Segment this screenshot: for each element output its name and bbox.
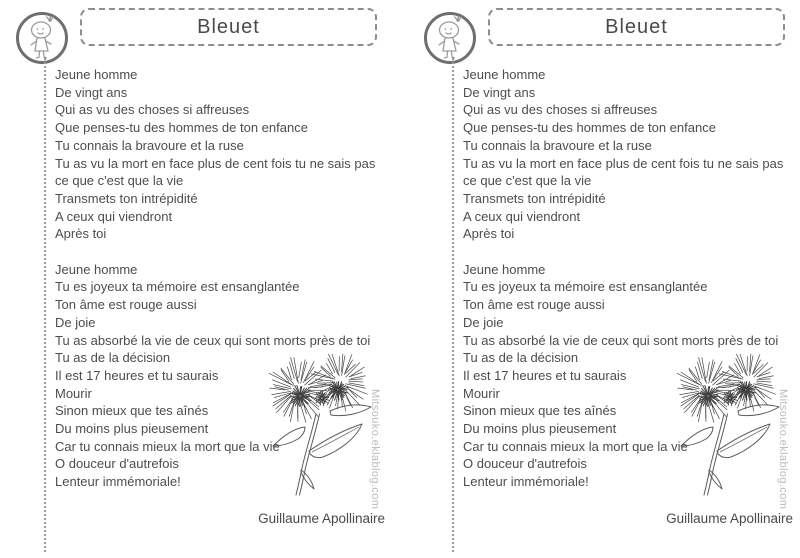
- poem-line: ce que c'est que la vie: [463, 173, 592, 189]
- poem-line: Qui as vu des choses si affreuses: [463, 102, 658, 118]
- poem-line: Ton âme est rouge aussi: [463, 297, 605, 313]
- poem-line: De joie: [55, 314, 96, 330]
- poem-text: [463, 66, 783, 491]
- poem-line: ce que c'est que la vie: [55, 173, 184, 189]
- left-dotted-rule: [44, 58, 46, 552]
- stanza: [463, 66, 783, 243]
- poem-line: Tu as de la décision: [463, 350, 579, 366]
- poem-line: Du moins plus pieusement: [55, 421, 209, 437]
- poem-line: Tu as vu la mort en face plus de cent fois tu ne sais pas: [55, 155, 376, 171]
- stanza: [55, 261, 375, 491]
- poem-line: A ceux qui viendront: [463, 208, 581, 224]
- poem-line: Car tu connais mieux la mort que la vie: [463, 438, 688, 454]
- poem-title: Bleuet: [197, 15, 260, 38]
- poem-line: Que penses-tu des hommes de ton enfance: [463, 120, 716, 136]
- poem-line: Transmets ton intrépidité: [55, 190, 198, 206]
- stanza: [463, 261, 783, 491]
- poem-line: Jeune homme: [55, 67, 138, 82]
- poem-line: Après toi: [463, 226, 515, 242]
- poem-line: Mourir: [463, 385, 500, 401]
- author-name: Guillaume Apollinaire: [666, 511, 793, 526]
- poem-line: Tu as absorbé la vie de ceux qui sont morts près de toi: [55, 332, 371, 348]
- poem-line: Tu as absorbé la vie de ceux qui sont morts près de toi: [463, 332, 779, 348]
- title-box: [80, 8, 377, 46]
- child-doodle-icon: [423, 11, 477, 65]
- poem-line: Il est 17 heures et tu saurais: [463, 367, 627, 383]
- poem-line: Jeune homme: [463, 261, 546, 277]
- poem-line: De vingt ans: [463, 84, 536, 100]
- poem-line: Après toi: [55, 226, 107, 242]
- poem-line: O douceur d'autrefois: [55, 456, 179, 472]
- poem-line: De vingt ans: [55, 84, 128, 100]
- poem-line: Qui as vu des choses si affreuses: [55, 102, 250, 118]
- poem-line: Tu as vu la mort en face plus de cent fois tu ne sais pas: [463, 155, 784, 171]
- poem-line: Sinon mieux que tes aînés: [463, 403, 617, 419]
- watermark-text: Mitsouko.eklablog.com: [369, 389, 381, 510]
- poem-line: Ton âme est rouge aussi: [55, 297, 197, 313]
- poem-line: De joie: [463, 314, 504, 330]
- poem-line: Tu es joyeux ta mémoire est ensanglantée: [55, 279, 300, 295]
- poem-line: Tu connais la bravoure et la ruse: [55, 137, 244, 153]
- poem-line: Sinon mieux que tes aînés: [55, 403, 209, 419]
- poem-line: Tu es joyeux ta mémoire est ensanglantée: [463, 279, 708, 295]
- poem-line: Tu as de la décision: [55, 350, 171, 366]
- poem-title: Bleuet: [605, 15, 668, 38]
- poem-line: Il est 17 heures et tu saurais: [55, 367, 219, 383]
- poem-panel: [408, 0, 800, 558]
- author-name: Guillaume Apollinaire: [258, 511, 385, 526]
- poem-line: Tu connais la bravoure et la ruse: [463, 137, 652, 153]
- poem-line: Du moins plus pieusement: [463, 421, 617, 437]
- watermark-text: Mitsouko.eklablog.com: [777, 389, 789, 510]
- left-dotted-rule: [452, 58, 454, 552]
- poem-line: Car tu connais mieux la mort que la vie: [55, 438, 280, 454]
- child-doodle-icon: [15, 11, 69, 65]
- stamp-circle: [423, 11, 477, 65]
- poem-line: Lenteur immémoriale!: [463, 474, 589, 490]
- poem-text: [55, 66, 375, 491]
- poem-line: Que penses-tu des hommes de ton enfance: [55, 120, 308, 136]
- stamp-circle: [15, 11, 69, 65]
- title-box: [488, 8, 785, 46]
- poem-line: Jeune homme: [55, 261, 138, 277]
- poem-line: Mourir: [55, 385, 92, 401]
- poem-line: O douceur d'autrefois: [463, 456, 587, 472]
- poem-panel: [0, 0, 392, 558]
- stanza: [55, 66, 375, 243]
- poem-line: Lenteur immémoriale!: [55, 474, 181, 490]
- poem-line: A ceux qui viendront: [55, 208, 173, 224]
- poem-line: Transmets ton intrépidité: [463, 190, 606, 206]
- poem-line: Jeune homme: [463, 67, 546, 82]
